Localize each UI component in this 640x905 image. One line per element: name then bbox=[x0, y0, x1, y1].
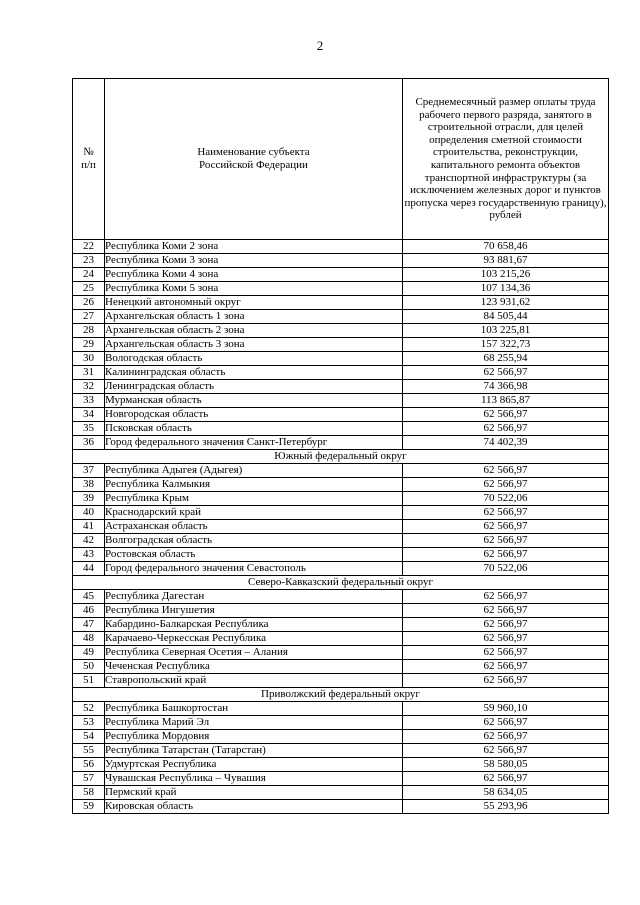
subject-name: Ростовская область bbox=[105, 548, 403, 562]
header-subject bbox=[105, 79, 403, 240]
wage-value: 62 566,97 bbox=[403, 632, 609, 646]
wage-value: 58 634,05 bbox=[403, 786, 609, 800]
row-number: 43 bbox=[73, 548, 105, 562]
wage-table bbox=[72, 78, 609, 814]
wage-value: 62 566,97 bbox=[403, 744, 609, 758]
subject-name: Республика Башкортостан bbox=[105, 702, 403, 716]
table-header-row bbox=[73, 79, 609, 240]
section-title: Южный федеральный округ bbox=[73, 450, 609, 464]
row-number: 59 bbox=[73, 800, 105, 814]
wage-value: 62 566,97 bbox=[403, 730, 609, 744]
subject-name: Республика Северная Осетия – Алания bbox=[105, 646, 403, 660]
subject-name: Калининградская область bbox=[105, 366, 403, 380]
table-row bbox=[73, 296, 609, 310]
wage-value: 62 566,97 bbox=[403, 506, 609, 520]
wage-value: 55 293,96 bbox=[403, 800, 609, 814]
table-row bbox=[73, 730, 609, 744]
subject-name: Республика Коми 5 зона bbox=[105, 282, 403, 296]
table-row bbox=[73, 380, 609, 394]
subject-name: Ставропольский край bbox=[105, 674, 403, 688]
row-number: 40 bbox=[73, 506, 105, 520]
table-row bbox=[73, 240, 609, 254]
row-number: 47 bbox=[73, 618, 105, 632]
table-row bbox=[73, 464, 609, 478]
subject-name: Республика Коми 4 зона bbox=[105, 268, 403, 282]
row-number: 32 bbox=[73, 380, 105, 394]
section-title: Северо-Кавказский федеральный округ bbox=[73, 576, 609, 590]
table-row bbox=[73, 702, 609, 716]
row-number: 38 bbox=[73, 478, 105, 492]
subject-name: Город федерального значения Севастополь bbox=[105, 562, 403, 576]
wage-value: 62 566,97 bbox=[403, 422, 609, 436]
table-row bbox=[73, 548, 609, 562]
subject-name: Архангельская область 1 зона bbox=[105, 310, 403, 324]
row-number: 42 bbox=[73, 534, 105, 548]
wage-value: 157 322,73 bbox=[403, 338, 609, 352]
table-row bbox=[73, 506, 609, 520]
table-row bbox=[73, 310, 609, 324]
wage-value: 62 566,97 bbox=[403, 716, 609, 730]
wage-value: 107 134,36 bbox=[403, 282, 609, 296]
subject-name: Архангельская область 3 зона bbox=[105, 338, 403, 352]
section-title: Приволжский федеральный округ bbox=[73, 688, 609, 702]
table-row bbox=[73, 324, 609, 338]
table-row bbox=[73, 660, 609, 674]
wage-value: 93 881,67 bbox=[403, 254, 609, 268]
row-number: 41 bbox=[73, 520, 105, 534]
wage-value: 70 658,46 bbox=[403, 240, 609, 254]
table-row bbox=[73, 646, 609, 660]
row-number: 46 bbox=[73, 604, 105, 618]
wage-value: 68 255,94 bbox=[403, 352, 609, 366]
wage-value: 70 522,06 bbox=[403, 562, 609, 576]
wage-value: 62 566,97 bbox=[403, 618, 609, 632]
table-row bbox=[73, 534, 609, 548]
table-row bbox=[73, 366, 609, 380]
table-row bbox=[73, 618, 609, 632]
table-row bbox=[73, 758, 609, 772]
row-number: 53 bbox=[73, 716, 105, 730]
row-number: 52 bbox=[73, 702, 105, 716]
row-number: 39 bbox=[73, 492, 105, 506]
header-number-label: № п/п bbox=[81, 146, 96, 171]
row-number: 28 bbox=[73, 324, 105, 338]
row-number: 57 bbox=[73, 772, 105, 786]
row-number: 31 bbox=[73, 366, 105, 380]
subject-name: Чеченская Республика bbox=[105, 660, 403, 674]
table-row bbox=[73, 800, 609, 814]
wage-value: 62 566,97 bbox=[403, 366, 609, 380]
row-number: 49 bbox=[73, 646, 105, 660]
row-number: 25 bbox=[73, 282, 105, 296]
table-row bbox=[73, 744, 609, 758]
row-number: 23 bbox=[73, 254, 105, 268]
table-row bbox=[73, 338, 609, 352]
wage-value: 62 566,97 bbox=[403, 590, 609, 604]
row-number: 50 bbox=[73, 660, 105, 674]
wage-value: 62 566,97 bbox=[403, 408, 609, 422]
row-number: 44 bbox=[73, 562, 105, 576]
row-number: 22 bbox=[73, 240, 105, 254]
row-number: 37 bbox=[73, 464, 105, 478]
table-row bbox=[73, 520, 609, 534]
table-body bbox=[73, 240, 609, 814]
row-number: 27 bbox=[73, 310, 105, 324]
row-number: 36 bbox=[73, 436, 105, 450]
row-number: 54 bbox=[73, 730, 105, 744]
wage-value: 113 865,87 bbox=[403, 394, 609, 408]
subject-name: Республика Коми 3 зона bbox=[105, 254, 403, 268]
subject-name: Удмуртская Республика bbox=[105, 758, 403, 772]
wage-value: 62 566,97 bbox=[403, 646, 609, 660]
wage-value: 62 566,97 bbox=[403, 464, 609, 478]
row-number: 26 bbox=[73, 296, 105, 310]
row-number: 29 bbox=[73, 338, 105, 352]
subject-name: Архангельская область 2 зона bbox=[105, 324, 403, 338]
page-number: 2 bbox=[316, 38, 324, 53]
subject-name: Республика Ингушетия bbox=[105, 604, 403, 618]
row-number: 55 bbox=[73, 744, 105, 758]
row-number: 51 bbox=[73, 674, 105, 688]
wage-value: 62 566,97 bbox=[403, 674, 609, 688]
wage-value: 62 566,97 bbox=[403, 660, 609, 674]
header-number bbox=[73, 79, 105, 240]
wage-value: 58 580,05 bbox=[403, 758, 609, 772]
section-row bbox=[73, 450, 609, 464]
subject-name: Ленинградская область bbox=[105, 380, 403, 394]
table-row bbox=[73, 492, 609, 506]
subject-name: Республика Дагестан bbox=[105, 590, 403, 604]
subject-name: Пермский край bbox=[105, 786, 403, 800]
subject-name: Кировская область bbox=[105, 800, 403, 814]
subject-name: Республика Коми 2 зона bbox=[105, 240, 403, 254]
table-row bbox=[73, 716, 609, 730]
wage-value: 103 225,81 bbox=[403, 324, 609, 338]
subject-name: Республика Калмыкия bbox=[105, 478, 403, 492]
subject-name: Вологодская область bbox=[105, 352, 403, 366]
wage-value: 59 960,10 bbox=[403, 702, 609, 716]
wage-value: 103 215,26 bbox=[403, 268, 609, 282]
subject-name: Республика Крым bbox=[105, 492, 403, 506]
wage-value: 70 522,06 bbox=[403, 492, 609, 506]
wage-value: 62 566,97 bbox=[403, 548, 609, 562]
table-row bbox=[73, 674, 609, 688]
row-number: 56 bbox=[73, 758, 105, 772]
row-number: 48 bbox=[73, 632, 105, 646]
subject-name: Республика Мордовия bbox=[105, 730, 403, 744]
row-number: 33 bbox=[73, 394, 105, 408]
table-row bbox=[73, 590, 609, 604]
table-row bbox=[73, 632, 609, 646]
table-row bbox=[73, 604, 609, 618]
row-number: 24 bbox=[73, 268, 105, 282]
wage-value: 123 931,62 bbox=[403, 296, 609, 310]
row-number: 35 bbox=[73, 422, 105, 436]
subject-name: Ненецкий автономный округ bbox=[105, 296, 403, 310]
wage-value: 62 566,97 bbox=[403, 772, 609, 786]
row-number: 34 bbox=[73, 408, 105, 422]
subject-name: Кабардино-Балкарская Республика bbox=[105, 618, 403, 632]
subject-name: Карачаево-Черкесская Республика bbox=[105, 632, 403, 646]
subject-name: Республика Марий Эл bbox=[105, 716, 403, 730]
header-subject-label: Наименование субъекта Российской Федерации bbox=[197, 146, 310, 171]
table-row bbox=[73, 282, 609, 296]
subject-name: Краснодарский край bbox=[105, 506, 403, 520]
wage-value: 74 402,39 bbox=[403, 436, 609, 450]
table-row bbox=[73, 786, 609, 800]
section-row bbox=[73, 576, 609, 590]
table-row bbox=[73, 394, 609, 408]
subject-name: Волгоградская область bbox=[105, 534, 403, 548]
subject-name: Мурманская область bbox=[105, 394, 403, 408]
wage-value: 84 505,44 bbox=[403, 310, 609, 324]
wage-value: 62 566,97 bbox=[403, 534, 609, 548]
subject-name: Республика Адыгея (Адыгея) bbox=[105, 464, 403, 478]
wage-value: 62 566,97 bbox=[403, 604, 609, 618]
table-row bbox=[73, 268, 609, 282]
table-row bbox=[73, 352, 609, 366]
row-number: 58 bbox=[73, 786, 105, 800]
subject-name: Город федерального значения Санкт-Петербург bbox=[105, 436, 403, 450]
header-wage: Среднемесячный размер оплаты труда рабочего первого разряда, занятого в строительной отрасли, для целей определения сметной стоимости строительства, реконструкции, капитального ремонта объектов транспортной инфраструктуры (за исключением железных дорог и пунктов пропуска через государственную границу), рублей bbox=[403, 79, 609, 240]
wage-value: 62 566,97 bbox=[403, 520, 609, 534]
subject-name: Республика Татарстан (Татарстан) bbox=[105, 744, 403, 758]
table-row bbox=[73, 562, 609, 576]
section-row bbox=[73, 688, 609, 702]
table-row bbox=[73, 478, 609, 492]
wage-value: 62 566,97 bbox=[403, 478, 609, 492]
table-row bbox=[73, 422, 609, 436]
subject-name: Псковская область bbox=[105, 422, 403, 436]
row-number: 45 bbox=[73, 590, 105, 604]
subject-name: Чувашская Республика – Чувашия bbox=[105, 772, 403, 786]
table-row bbox=[73, 436, 609, 450]
subject-name: Новгородская область bbox=[105, 408, 403, 422]
table-row bbox=[73, 254, 609, 268]
row-number: 30 bbox=[73, 352, 105, 366]
table-row bbox=[73, 408, 609, 422]
subject-name: Астраханская область bbox=[105, 520, 403, 534]
wage-value: 74 366,98 bbox=[403, 380, 609, 394]
table-row bbox=[73, 772, 609, 786]
